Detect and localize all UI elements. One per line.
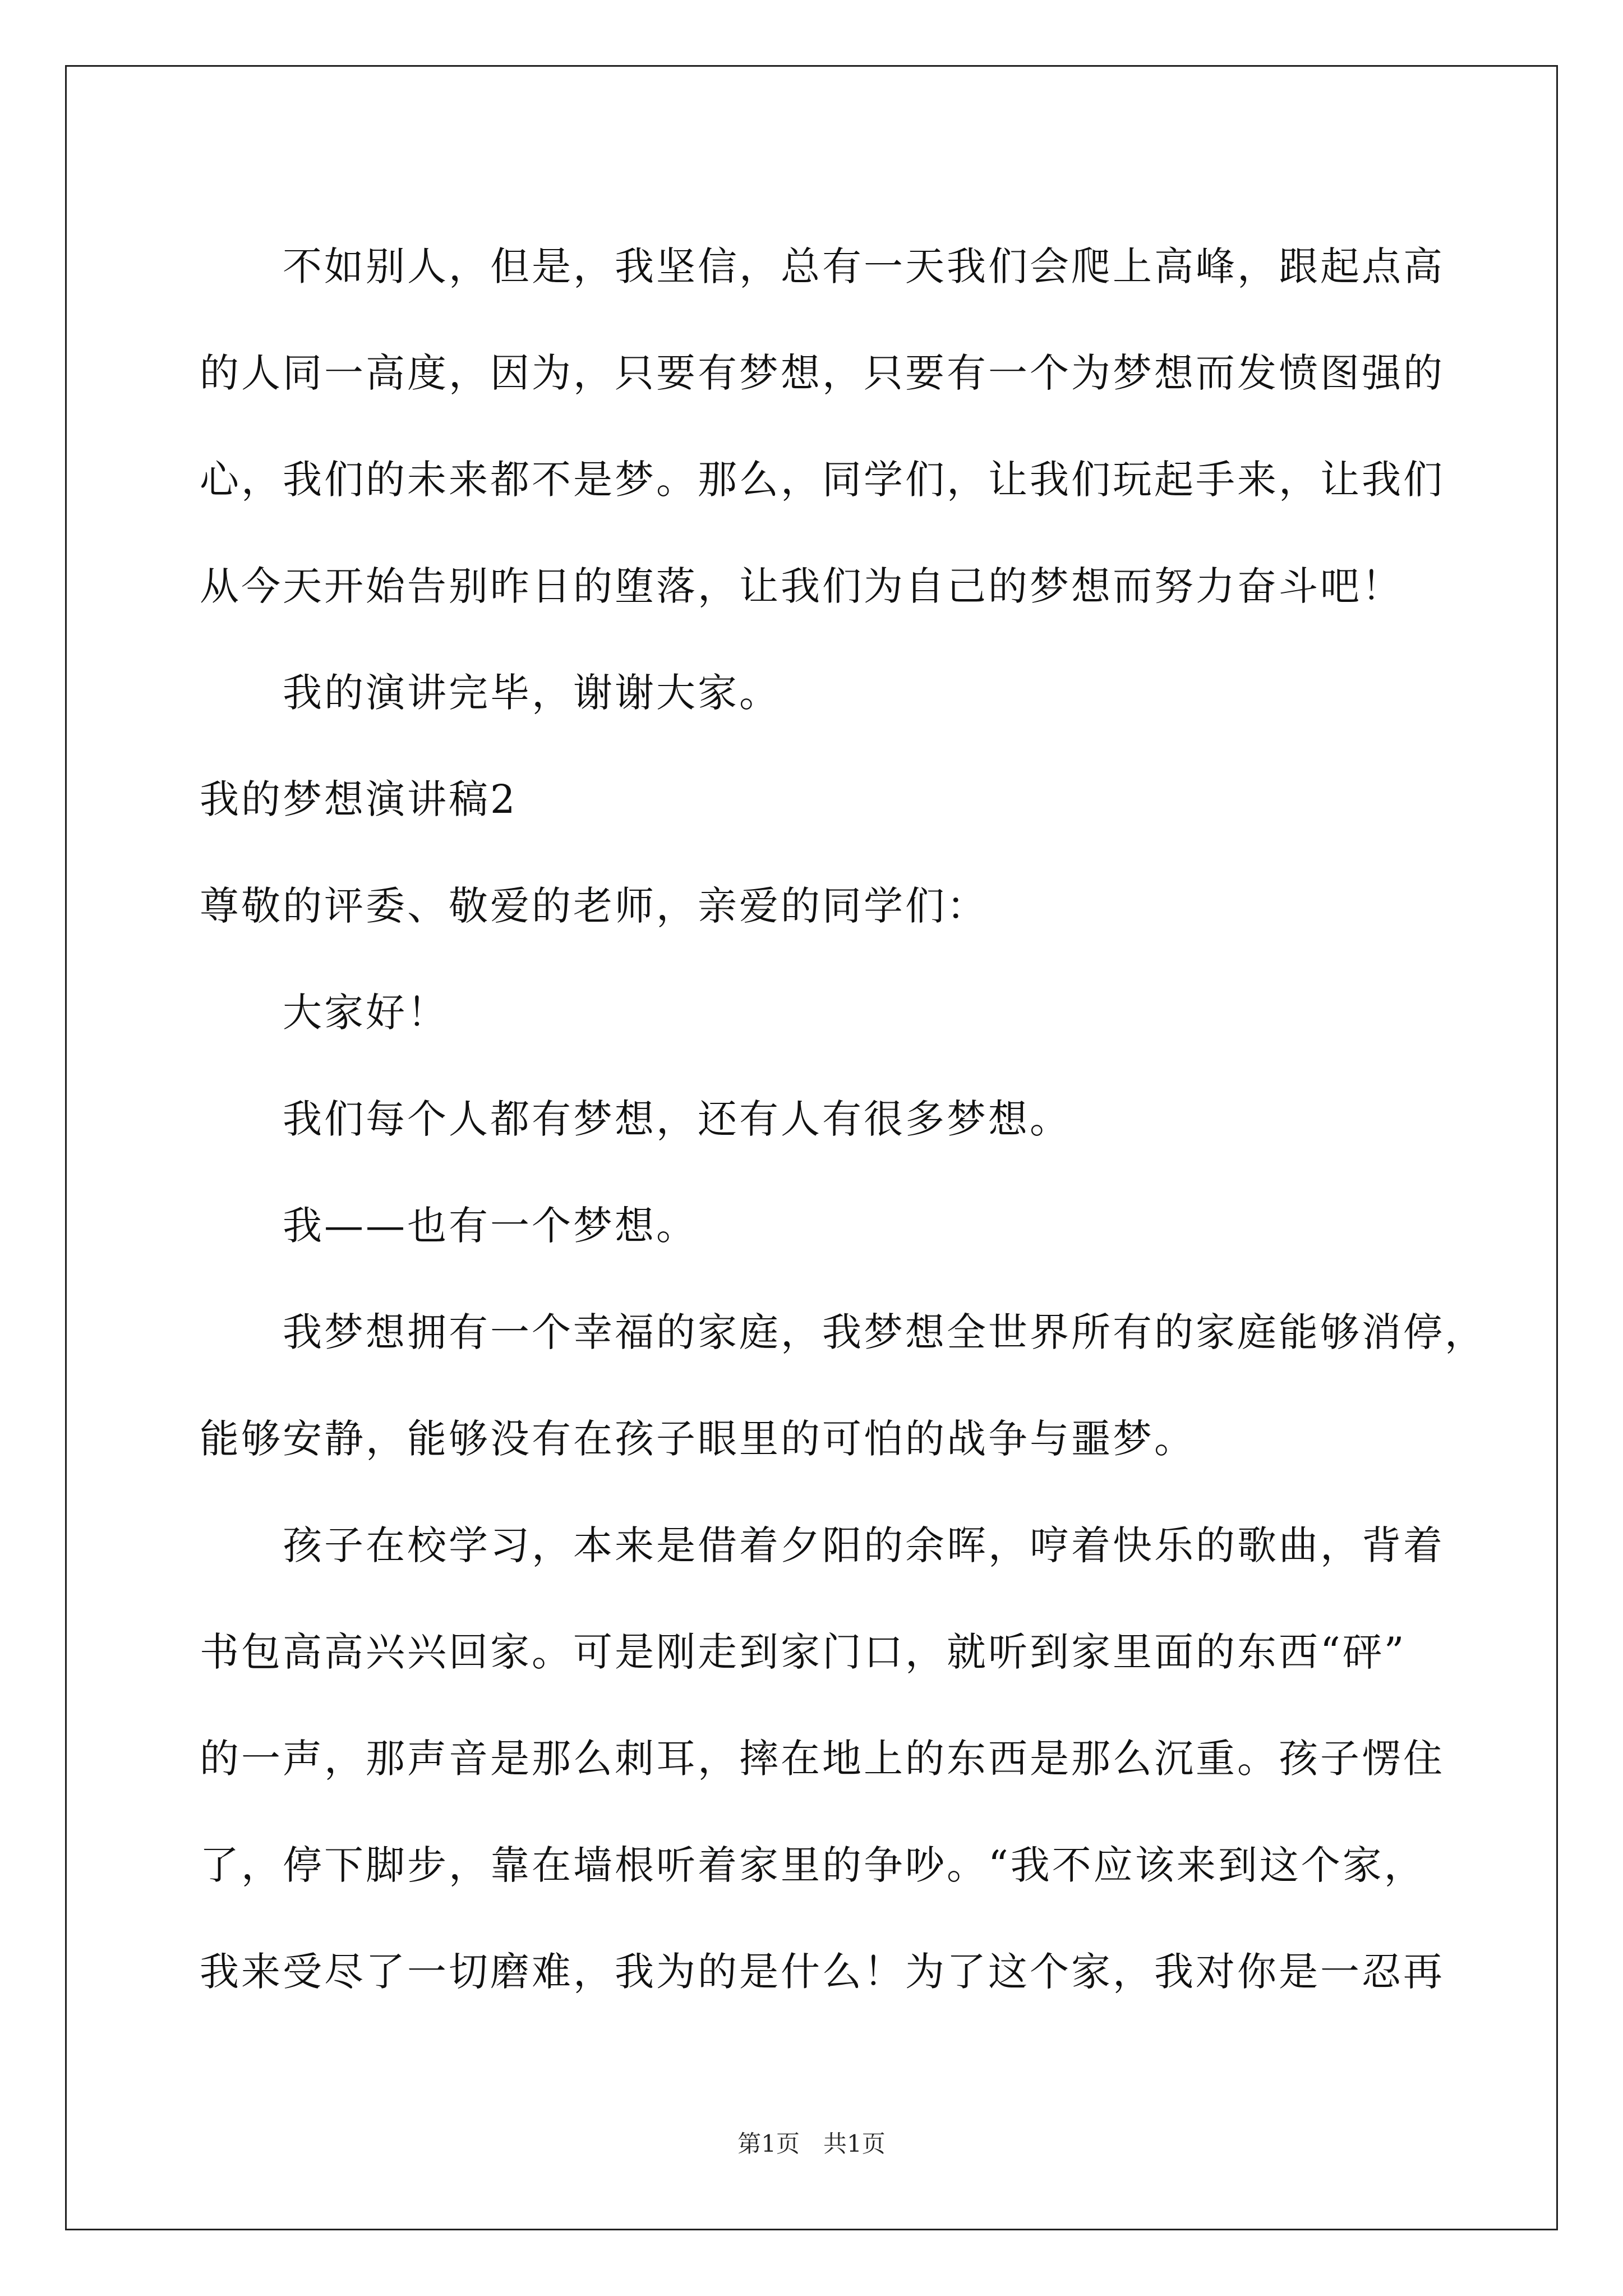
greeting: 大家好！	[283, 990, 449, 1036]
paragraph-line: 的一声，那声音是那么刺耳，摔在地上的东西是那么沉重。孩子愣住	[200, 1736, 1445, 1782]
paragraph-line: 书包高高兴兴回家。可是刚走到家门口，就听到家里面的东西“砰”	[200, 1629, 1407, 1675]
salutation: 尊敬的评委、敬爱的老师，亲爱的同学们：	[200, 883, 988, 929]
paragraph-line: 不如别人，但是，我坚信，总有一天我们会爬上高峰，跟起点高	[283, 243, 1445, 289]
paragraph-line: 了，停下脚步，靠在墙根听着家里的争吵。“我不应该来到这个家，	[200, 1842, 1426, 1888]
paragraph-line: 我——也有一个梦想。	[283, 1203, 698, 1249]
paragraph-line: 能够安静，能够没有在孩子眼里的可怕的战争与噩梦。	[200, 1416, 1196, 1462]
closing-line: 我的演讲完毕，谢谢大家。	[283, 670, 781, 716]
paragraph-line: 的人同一高度，因为，只要有梦想，只要有一个为梦想而发愤图强的	[200, 350, 1445, 396]
paragraph-line: 心，我们的未来都不是梦。那么，同学们，让我们玩起手来，让我们	[200, 457, 1445, 503]
paragraph-line: 我来受尽了一切磨难，我为的是什么！为了这个家，我对你是一忍再	[200, 1949, 1445, 1995]
page-footer: 第1页 共1页	[737, 2130, 886, 2157]
paragraph-line: 我们每个人都有梦想，还有人有很多梦想。	[283, 1096, 1071, 1142]
document-body	[200, 213, 1486, 2025]
section-title: 我的梦想演讲稿2	[200, 776, 518, 822]
paragraph-line: 从今天开始告别昨日的堕落，让我们为自己的梦想而努力奋斗吧！	[200, 563, 1403, 609]
paragraph-line: 我梦想拥有一个幸福的家庭，我梦想全世界所有的家庭能够消停，	[283, 1309, 1486, 1355]
paragraph-line: 孩子在校学习，本来是借着夕阳的余晖，哼着快乐的歌曲，背着	[283, 1522, 1445, 1568]
